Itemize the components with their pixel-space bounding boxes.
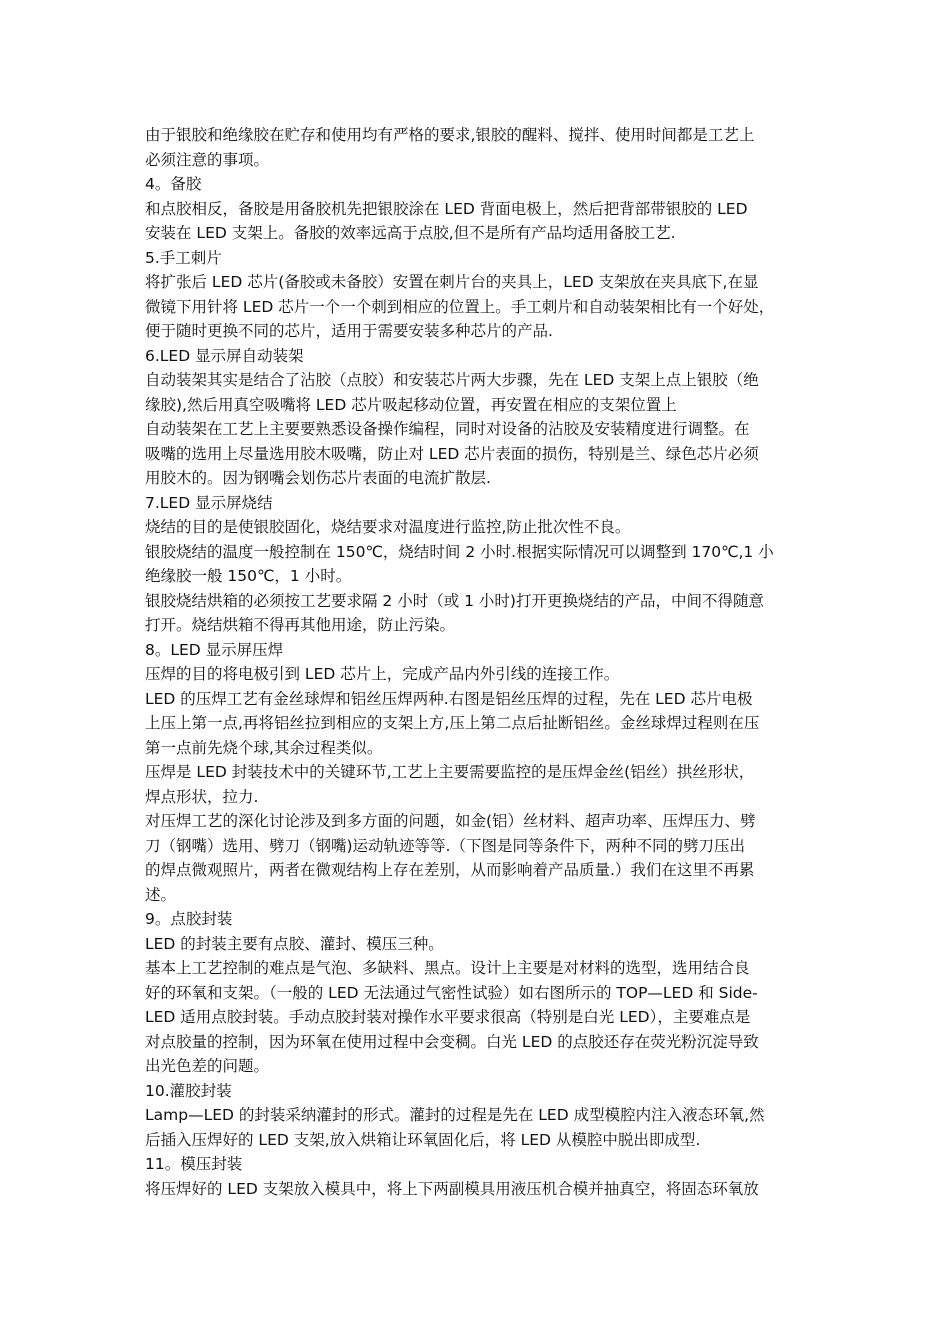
- text-line: 基本上工艺控制的难点是气泡、多缺料、黑点。设计上主要是对材料的选型，选用结合良: [145, 959, 750, 977]
- text-line: 5.手工刺片: [145, 248, 222, 267]
- text-line: 由于银胶和绝缘胶在贮存和使用均有严格的要求,银胶的醒料、搅拌、使用时间都是工艺上: [145, 126, 755, 144]
- text-line: 对点胶量的控制，因为环氧在使用过程中会变稠。白光 LED 的点胶还存在荧光粉沉淀导致: [145, 1032, 759, 1051]
- text-line: 微镜下用针将 LED 芯片一个一个刺到相应的位置上。手工刺片和自动装架相比有一个好处，: [145, 297, 775, 316]
- text-line: 第一点前先烧个球,其余过程类似。: [145, 738, 383, 757]
- text-line: 压焊是 LED 封装技术中的关键环节,工艺上主要需要监控的是压焊金丝(铝丝）拱丝形状，: [145, 763, 755, 781]
- text-line: 绝缘胶一般 150℃，1 小时。: [145, 567, 352, 585]
- text-line: 安装在 LED 支架上。备胶的效率远高于点胶,但不是所有产品均适用备胶工艺.: [145, 224, 676, 242]
- text-line: 7.LED 显示屏烧结: [145, 493, 273, 512]
- text-line: 将扩张后 LED 芯片(备胶或未备胶）安置在刺片台的夹具上，LED 支架放在夹具底下,在显: [145, 273, 759, 291]
- text-line: 压焊的目的将电极引到 LED 芯片上，完成产品内外引线的连接工作。: [145, 665, 620, 683]
- document-body: [145, 123, 817, 1201]
- text-line: 述。: [145, 885, 177, 904]
- text-line: 11。模压封装: [145, 1155, 243, 1173]
- text-line: 必须注意的事项。: [145, 150, 270, 169]
- text-line: 上压上第一点,再将铝丝拉到相应的支架上方,压上第二点后扯断铝丝。金丝球焊过程则在压: [145, 714, 760, 732]
- text-line: 后插入压焊好的 LED 支架,放入烘箱让环氧固化后，将 LED 从模腔中脱出即成型.: [145, 1130, 701, 1149]
- text-line: 将压焊好的 LED 支架放入模具中，将上下两副模具用液压机合模并抽真空，将固态环氧放: [145, 1179, 759, 1198]
- text-line: 自动装架其实是结合了沾胶（点胶）和安装芯片两大步骤，先在 LED 支架上点上银胶（绝: [145, 371, 759, 389]
- text-line: LED 的压焊工艺有金丝球焊和铝丝压焊两种.右图是铝丝压焊的过程，先在 LED 芯片电极: [145, 689, 753, 708]
- text-line: 用胶木的。因为钢嘴会划伤芯片表面的电流扩散层.: [145, 469, 491, 487]
- text-line: LED 适用点胶封装。手动点胶封装对操作水平要求很高（特别是白光 LED），主要难点是: [145, 1008, 751, 1026]
- text-line: 的焊点微观照片，两者在微观结构上存在差别，从而影响着产品质量.）我们在这里不再累: [145, 861, 755, 879]
- text-line: 好的环氧和支架。（一般的 LED 无法通过气密性试验）如右图所示的 TOP—LED 和 Side-: [145, 983, 758, 1002]
- text-line: 打开。烧结烘箱不得再其他用途，防止污染。: [145, 616, 456, 634]
- text-line: 8。LED 显示屏压焊: [145, 640, 284, 659]
- text-line: LED 的封装主要有点胶、灌封、模压三种。: [145, 934, 444, 953]
- text-line: 自动装架在工艺上主要要熟悉设备操作编程，同时对设备的沾胶及安装精度进行调整。在: [145, 420, 750, 438]
- text-line: 烧结的目的是使银胶固化，烧结要求对温度进行监控,防止批次性不良。: [145, 518, 631, 536]
- text-line: 银胶烧结的温度一般控制在 150℃，烧结时间 2 小时.根据实际情况可以调整到 170℃,1 小: [145, 542, 774, 561]
- text-line: 和点胶相反，备胶是用备胶机先把银胶涂在 LED 背面电极上，然后把背部带银胶的 LED: [145, 199, 748, 218]
- text-line: 6.LED 显示屏自动装架: [145, 346, 304, 365]
- text-line: 缘胶),然后用真空吸嘴将 LED 芯片吸起移动位置，再安置在相应的支架位置上: [145, 395, 677, 414]
- text-line: 刀（钢嘴）选用、劈刀（钢嘴)运动轨迹等等.（下图是同等条件下，两种不同的劈刀压出: [145, 836, 745, 855]
- text-line: Lamp—LED 的封装采纳灌封的形式。灌封的过程是先在 LED 成型模腔内注入液态环氧,然: [145, 1106, 765, 1124]
- text-line: 10.灌胶封装: [145, 1081, 232, 1100]
- text-line: 对压焊工艺的深化讨论涉及到多方面的问题，如金(铝）丝材料、超声功率、压焊压力、劈: [145, 812, 756, 830]
- text-line: 焊点形状，拉力.: [145, 787, 259, 806]
- text-line: 出光色差的问题。: [145, 1057, 270, 1075]
- text-line: 9。点胶封装: [145, 910, 233, 928]
- text-line: 便于随时更换不同的芯片，适用于需要安装多种芯片的产品.: [145, 322, 553, 340]
- text-line: 银胶烧结烘箱的必须按工艺要求隔 2 小时（或 1 小时)打开更换烧结的产品，中间不得随意: [145, 591, 764, 610]
- text-line: 4。备胶: [145, 175, 202, 193]
- text-line: 吸嘴的选用上尽量选用胶木吸嘴，防止对 LED 芯片表面的损伤，特别是兰、绿色芯片必须: [145, 444, 759, 463]
